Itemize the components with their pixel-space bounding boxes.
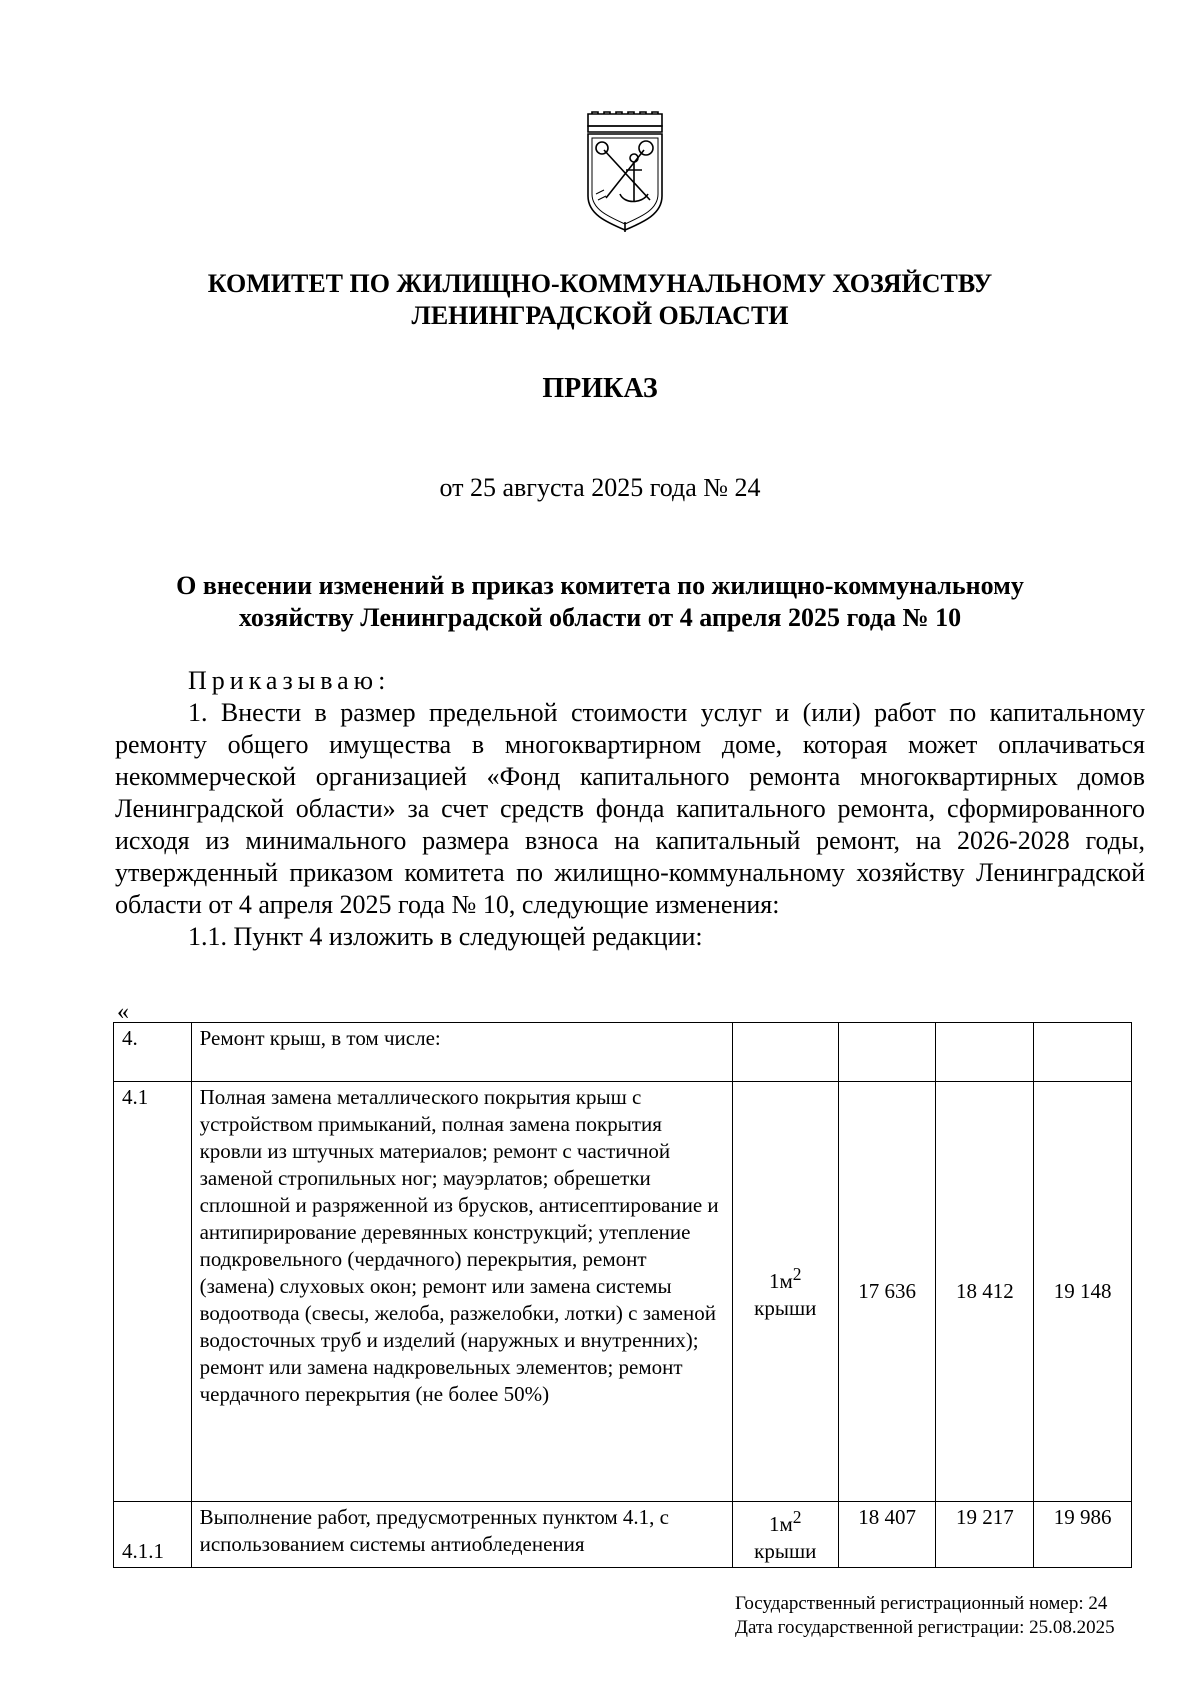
unit-base: 1м (769, 1512, 793, 1536)
document-date-number: от 25 августа 2025 года № 24 (439, 473, 761, 502)
row-number: 4.1 (114, 1082, 192, 1502)
row-name: Полная замена металлического покрытия крыш с устройством примыканий, полная замена покрытия кровли из штучных материалов; ремонт с частичной заменой стропильных ног; мауэрлатов; обрешетки сплошной и разряженной из брусков, антисептирование и антипирирование деревянных конструкций; утепление подкровельного (чердачного) перекрытия, ремонт (замена) слуховых окон; ремонт или замена системы водоотвода (свесы, желоба, разжелобки, лотки) с заменой водосточных труб и изделий (наружных и внутренних); ремонт или замена надкровельных элементов; ремонт чердачного перекрытия (не более 50%) (191, 1082, 732, 1502)
unit-word: крыши (754, 1539, 817, 1563)
organization-name (0, 268, 1200, 332)
row-value-2027: 19 217 (936, 1502, 1034, 1568)
row-value-2028: 19 986 (1034, 1502, 1132, 1568)
document-subject (160, 570, 1040, 634)
row-unit (732, 1082, 838, 1502)
row-unit (732, 1502, 838, 1568)
paragraph-1: 1. Внести в размер предельной стоимости услуг и (или) работ по капитальному ремонту общего имущества в многоквартирном доме, которая может оплачиваться некоммерческой организацией «Фонд капитального ремонта многоквартирных домов Ленинградской области» за счет средств фонда капитального ремонта, сформированного исходя из минимального размера взноса на капитальный ремонт, на 2026-2028 годы, утвержденный приказом комитета по жилищно-коммунальному хозяйству Ленинградской области от 4 апреля 2025 года № 10, следующие изменения: (115, 698, 1145, 919)
row-value-2028 (1034, 1023, 1132, 1082)
unit-superscript: 2 (792, 1264, 802, 1284)
registration-number: Государственный регистрационный номер: 24 (735, 1593, 1108, 1614)
table-row (114, 1502, 1132, 1568)
row-value-2026: 17 636 (838, 1082, 936, 1502)
row-value-2026 (838, 1023, 936, 1082)
unit-base: 1м (769, 1269, 793, 1293)
order-word: Приказываю: (188, 666, 391, 695)
unit-superscript: 2 (792, 1507, 802, 1527)
organization-name-line2: ЛЕНИНГРАДСКОЙ ОБЛАСТИ (411, 301, 789, 330)
table-row (114, 1082, 1132, 1502)
row-value-2027: 18 412 (936, 1082, 1034, 1502)
subject-line2: хозяйству Ленинградской области от 4 апреля 2025 года № 10 (238, 603, 962, 632)
document-body (115, 665, 1145, 953)
row-number: 4. (114, 1023, 192, 1082)
quote-open-mark: « (117, 999, 129, 1025)
row-value-2027 (936, 1023, 1034, 1082)
row-value-2026: 18 407 (838, 1502, 936, 1568)
row-name: Ремонт крыш, в том числе: (191, 1023, 732, 1082)
unit-word: крыши (754, 1296, 817, 1320)
coat-of-arms-emblem-icon (582, 110, 668, 240)
cost-table (113, 1022, 1132, 1568)
row-value-2028: 19 148 (1034, 1082, 1132, 1502)
organization-name-line1: КОМИТЕТ ПО ЖИЛИЩНО-КОММУНАЛЬНОМУ ХОЗЯЙСТВУ (207, 269, 993, 298)
row-number: 4.1.1 (114, 1502, 192, 1568)
row-name: Выполнение работ, предусмотренных пунктом 4.1, с использованием системы антиобледенения (191, 1502, 732, 1568)
paragraph-1-1: 1.1. Пункт 4 изложить в следующей редакции: (188, 922, 703, 951)
subject-line1: О внесении изменений в приказ комитета по жилищно-коммунальному (176, 571, 1024, 600)
row-unit (732, 1023, 838, 1082)
registration-date: Дата государственной регистрации: 25.08.2025 (735, 1617, 1115, 1638)
registration-stamp (735, 1592, 1145, 1640)
table-row (114, 1023, 1132, 1082)
document-type-title: ПРИКАЗ (542, 373, 658, 404)
